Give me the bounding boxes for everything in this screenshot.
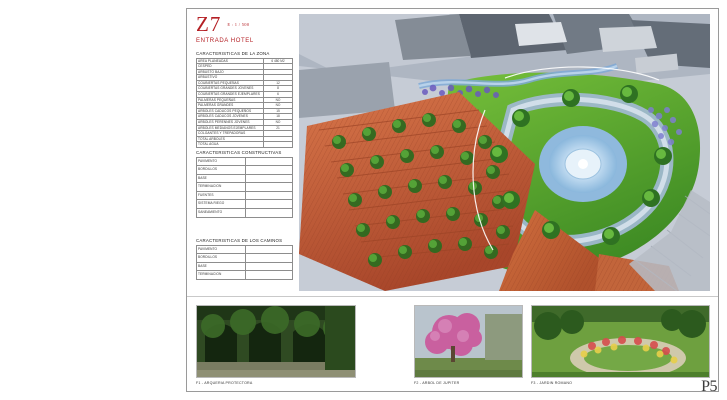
table-row	[197, 125, 293, 131]
row-label: BASE	[197, 262, 246, 271]
table-row	[197, 166, 293, 175]
row-value: 15	[264, 108, 293, 114]
table-zona	[196, 51, 293, 148]
table-constructivas	[196, 150, 293, 218]
row-value	[246, 254, 293, 263]
row-value	[246, 191, 293, 200]
row-value	[246, 200, 293, 209]
table-row	[197, 174, 293, 183]
table-row	[197, 142, 293, 148]
row-label: TERMINACION	[197, 183, 246, 192]
table-row	[197, 92, 293, 98]
row-label: FUENTES	[197, 191, 246, 200]
table-caminos-grid	[196, 245, 293, 280]
row-label: PAVIMENTO	[197, 157, 246, 166]
table-zona-caption: CARACTERISTICAS DE LA ZONA	[196, 51, 270, 56]
row-value	[246, 209, 293, 218]
row-label: CESPED	[197, 64, 264, 70]
row-label: BORDILLOS	[197, 254, 246, 263]
row-label: TERMINACION	[197, 271, 246, 280]
zone-code	[196, 14, 296, 35]
photo3-image	[532, 306, 710, 378]
row-label: COUBIERTAS GRANDES EJEMPLARES	[197, 92, 264, 98]
photo2-caption: F2 - ARBOL DE JUPITER	[414, 381, 460, 385]
table-zona-grid	[196, 58, 293, 149]
divider	[187, 296, 718, 297]
scale-label: E : 1 / 500	[227, 22, 250, 27]
row-value: 8	[264, 86, 293, 92]
zone-code-text: Z7	[196, 12, 222, 36]
row-label: TOTAL AGUA	[197, 142, 264, 148]
row-label: SANEAMIENTO	[197, 209, 246, 218]
page-number: P5	[701, 378, 717, 395]
photo-arbol-de-jupiter	[414, 305, 523, 378]
row-value	[246, 183, 293, 192]
row-value: NO	[264, 120, 293, 126]
table-row	[197, 157, 293, 166]
row-label: PALMERAS PEQUEÑAS	[197, 97, 264, 103]
row-label: COUBIERTAS PEQUEÑAS	[197, 80, 264, 86]
row-label: ARBOLES MEDIANOS EJEMPLARES	[197, 125, 264, 131]
row-value: 21	[264, 125, 293, 131]
title-block	[196, 14, 296, 44]
table-row	[197, 200, 293, 209]
table-row	[197, 209, 293, 218]
table-row	[197, 262, 293, 271]
row-value	[246, 262, 293, 271]
row-value	[246, 166, 293, 175]
table-constructivas-caption: CARACTERISTICAS CONSTRUCTIVAS	[196, 150, 282, 155]
table-row	[197, 254, 293, 263]
row-label: AREA PLANEADAS	[197, 58, 264, 64]
photo-jardin-romano	[531, 305, 710, 378]
row-value	[246, 174, 293, 183]
plan-artwork	[299, 14, 710, 291]
row-label: BORDILLOS	[197, 166, 246, 175]
table-caminos	[196, 238, 293, 280]
photo1-image	[197, 306, 356, 378]
row-value	[264, 142, 293, 148]
table-row	[197, 191, 293, 200]
row-label: COLGANTES Y TREPADORAS	[197, 131, 264, 137]
row-label: TOTAL ARBOLES	[197, 136, 264, 142]
photo1-caption: F1 - ARQUERIA PROTECTORA	[196, 381, 253, 385]
table-row	[197, 271, 293, 280]
row-value: NO	[264, 103, 293, 109]
sheet-subtitle: ENTRADA HOTEL	[196, 38, 254, 44]
photo2-image	[415, 306, 523, 378]
row-label: ARBUSTIVO	[197, 75, 264, 81]
table-row	[197, 108, 293, 114]
table-row	[197, 120, 293, 126]
table-constructivas-grid	[196, 157, 293, 218]
row-label: SISTEMA RIEGO	[197, 200, 246, 209]
table-caminos-caption: CARACTERISTICAS DE LOS CAMINOS	[196, 238, 283, 243]
photo3-caption: F3 - JARDIN ROMANO	[531, 381, 573, 385]
row-label: ARBOLES CADUCOS PEQUEÑOS	[197, 108, 264, 114]
row-value	[246, 245, 293, 254]
row-value: 6	[264, 92, 293, 98]
row-value: NO	[264, 97, 293, 103]
row-value: 12	[264, 80, 293, 86]
row-label: ARBOLES PERENNES JOVENES	[197, 120, 264, 126]
row-label: PAVIMENTO	[197, 245, 246, 254]
row-label: COUBIERTAS GRANDES JOVENES	[197, 86, 264, 92]
row-value	[246, 157, 293, 166]
row-label: ARBUSTO BAJO	[197, 69, 264, 75]
table-row	[197, 86, 293, 92]
row-value	[246, 271, 293, 280]
row-label: BASE	[197, 174, 246, 183]
site-plan-rendering	[299, 14, 710, 291]
row-label: ARBOLES CADUCOS JOVENES	[197, 114, 264, 120]
row-label: PALMERAS GRANDES	[197, 103, 264, 109]
table-row	[197, 183, 293, 192]
row-value: 6 480 M2	[264, 58, 293, 64]
table-row	[197, 114, 293, 120]
photo-arqueria-protectora	[196, 305, 356, 378]
row-value: 18	[264, 114, 293, 120]
table-row	[197, 245, 293, 254]
